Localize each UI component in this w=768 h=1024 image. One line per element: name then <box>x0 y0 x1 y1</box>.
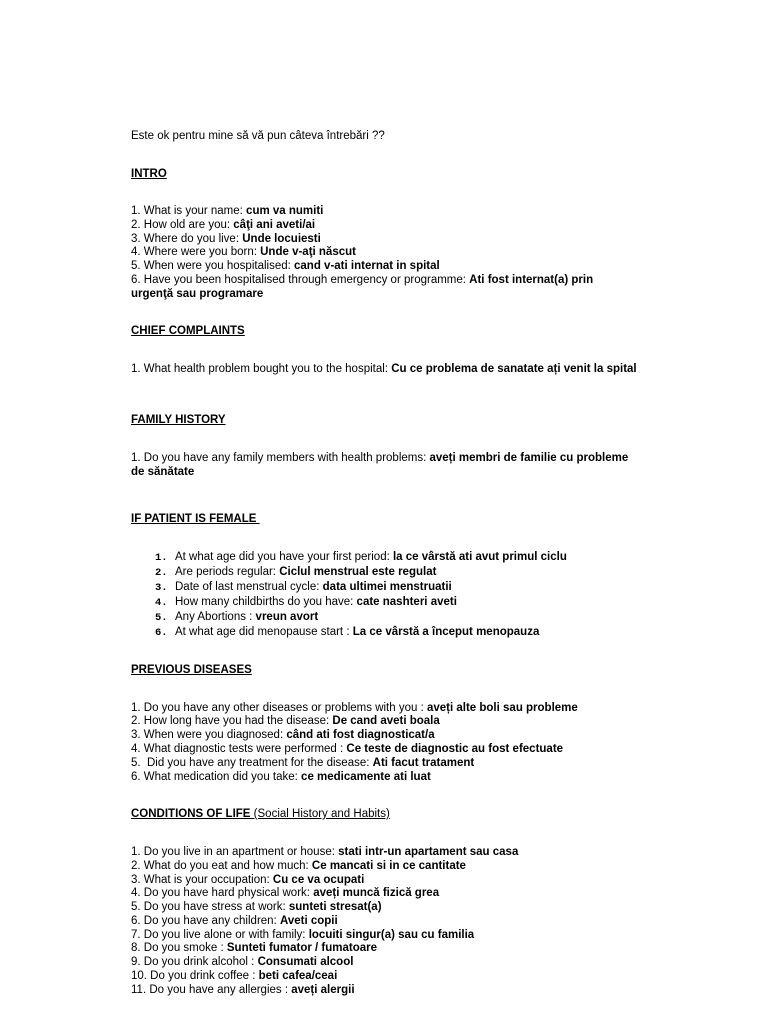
list-item: 2. How old are you: câţi ani aveti/ai <box>131 219 316 231</box>
section-subtitle: (Social History and Habits) <box>250 808 390 820</box>
list-item: 8. Do you smoke : Sunteti fumator / fumatoare <box>131 942 378 954</box>
list-item: 1. Do you have any family members with health problems: aveți membri de familie cu probleme de sănătate <box>131 452 629 478</box>
list-item: 11. Do you have any allergies : aveți alergii <box>131 984 355 996</box>
list-item: 4. How many childbirths do you have: cate nashteri aveti <box>155 596 457 609</box>
list-item: 6. What medication did you take: ce medicamente ati luat <box>131 771 431 783</box>
list-item: 6. Have you been hospitalised through emergency or programme: Ati fost internat(a) prin urgenţă sau programare <box>131 274 594 300</box>
section-heading-intro: INTRO <box>131 168 167 180</box>
list-item: 9. Do you drink alcohol : Consumati alcool <box>131 956 354 968</box>
list-item: 1. What health problem bought you to the hospital: Cu ce problema de sanatate ați venit la spital <box>131 363 637 375</box>
list-item: 3. When were you diagnosed: când ati fost diagnosticat/a <box>131 729 435 741</box>
list-item: 1. Do you have any other diseases or problems with you : aveți alte boli sau probleme <box>131 702 578 714</box>
list-item: 3. What is your occupation: Cu ce va ocupati <box>131 874 365 886</box>
list-item: 6. At what age did menopause start : La ce vârstă a început menopauza <box>155 626 540 639</box>
list-item: 4. Where were you born: Unde v-aţi născut <box>131 246 356 258</box>
section-heading-previous-diseases: PREVIOUS DISEASES <box>131 664 252 676</box>
list-item: 4. What diagnostic tests were performed : Ce teste de diagnostic au fost efectuate <box>131 743 564 755</box>
list-item: 7. Do you live alone or with family: locuiti singur(a) sau cu familia <box>131 929 475 941</box>
list-item: 10. Do you drink coffee : beti cafea/ceai <box>131 970 338 982</box>
section-heading-female: IF PATIENT IS FEMALE <box>131 513 260 525</box>
list-item: 1. At what age did you have your first period: la ce vârstă ati avut primul ciclu <box>155 551 567 564</box>
list-item: 2. What do you eat and how much: Ce mancati si in ce cantitate <box>131 860 466 872</box>
list-item: 3. Where do you live: Unde locuiesti <box>131 233 321 245</box>
section-heading-conditions-of-life: CONDITIONS OF LIFE (Social History and Habits) <box>131 808 390 820</box>
list-item: 1. Do you live in an apartment or house: stati intr-un apartament sau casa <box>131 846 519 858</box>
list-item: 2. How long have you had the disease: De cand aveti boala <box>131 715 440 727</box>
list-item: 5. Any Abortions : vreun avort <box>155 611 319 624</box>
list-item: 5. When were you hospitalised: cand v-ati internat in spital <box>131 260 440 272</box>
opening-question: Este ok pentru mine să vă pun câteva întrebări ?? <box>131 130 385 142</box>
list-item: 5. Do you have stress at work: sunteti stresat(a) <box>131 901 382 913</box>
section-heading-family-history: FAMILY HISTORY <box>131 414 226 426</box>
list-item: 3. Date of last menstrual cycle: data ultimei menstruatii <box>155 581 452 594</box>
section-heading-chief-complaints: CHIEF COMPLAINTS <box>131 325 245 337</box>
list-item: 5. Did you have any treatment for the disease: Ati facut tratament <box>131 757 475 769</box>
list-item: 6. Do you have any children: Aveti copii <box>131 915 338 927</box>
list-item: 4. Do you have hard physical work: aveți muncă fizică grea <box>131 887 440 899</box>
list-item: 1. What is your name: cum va numiti <box>131 205 324 217</box>
list-item: 2. Are periods regular: Ciclul menstrual este regulat <box>155 566 437 579</box>
